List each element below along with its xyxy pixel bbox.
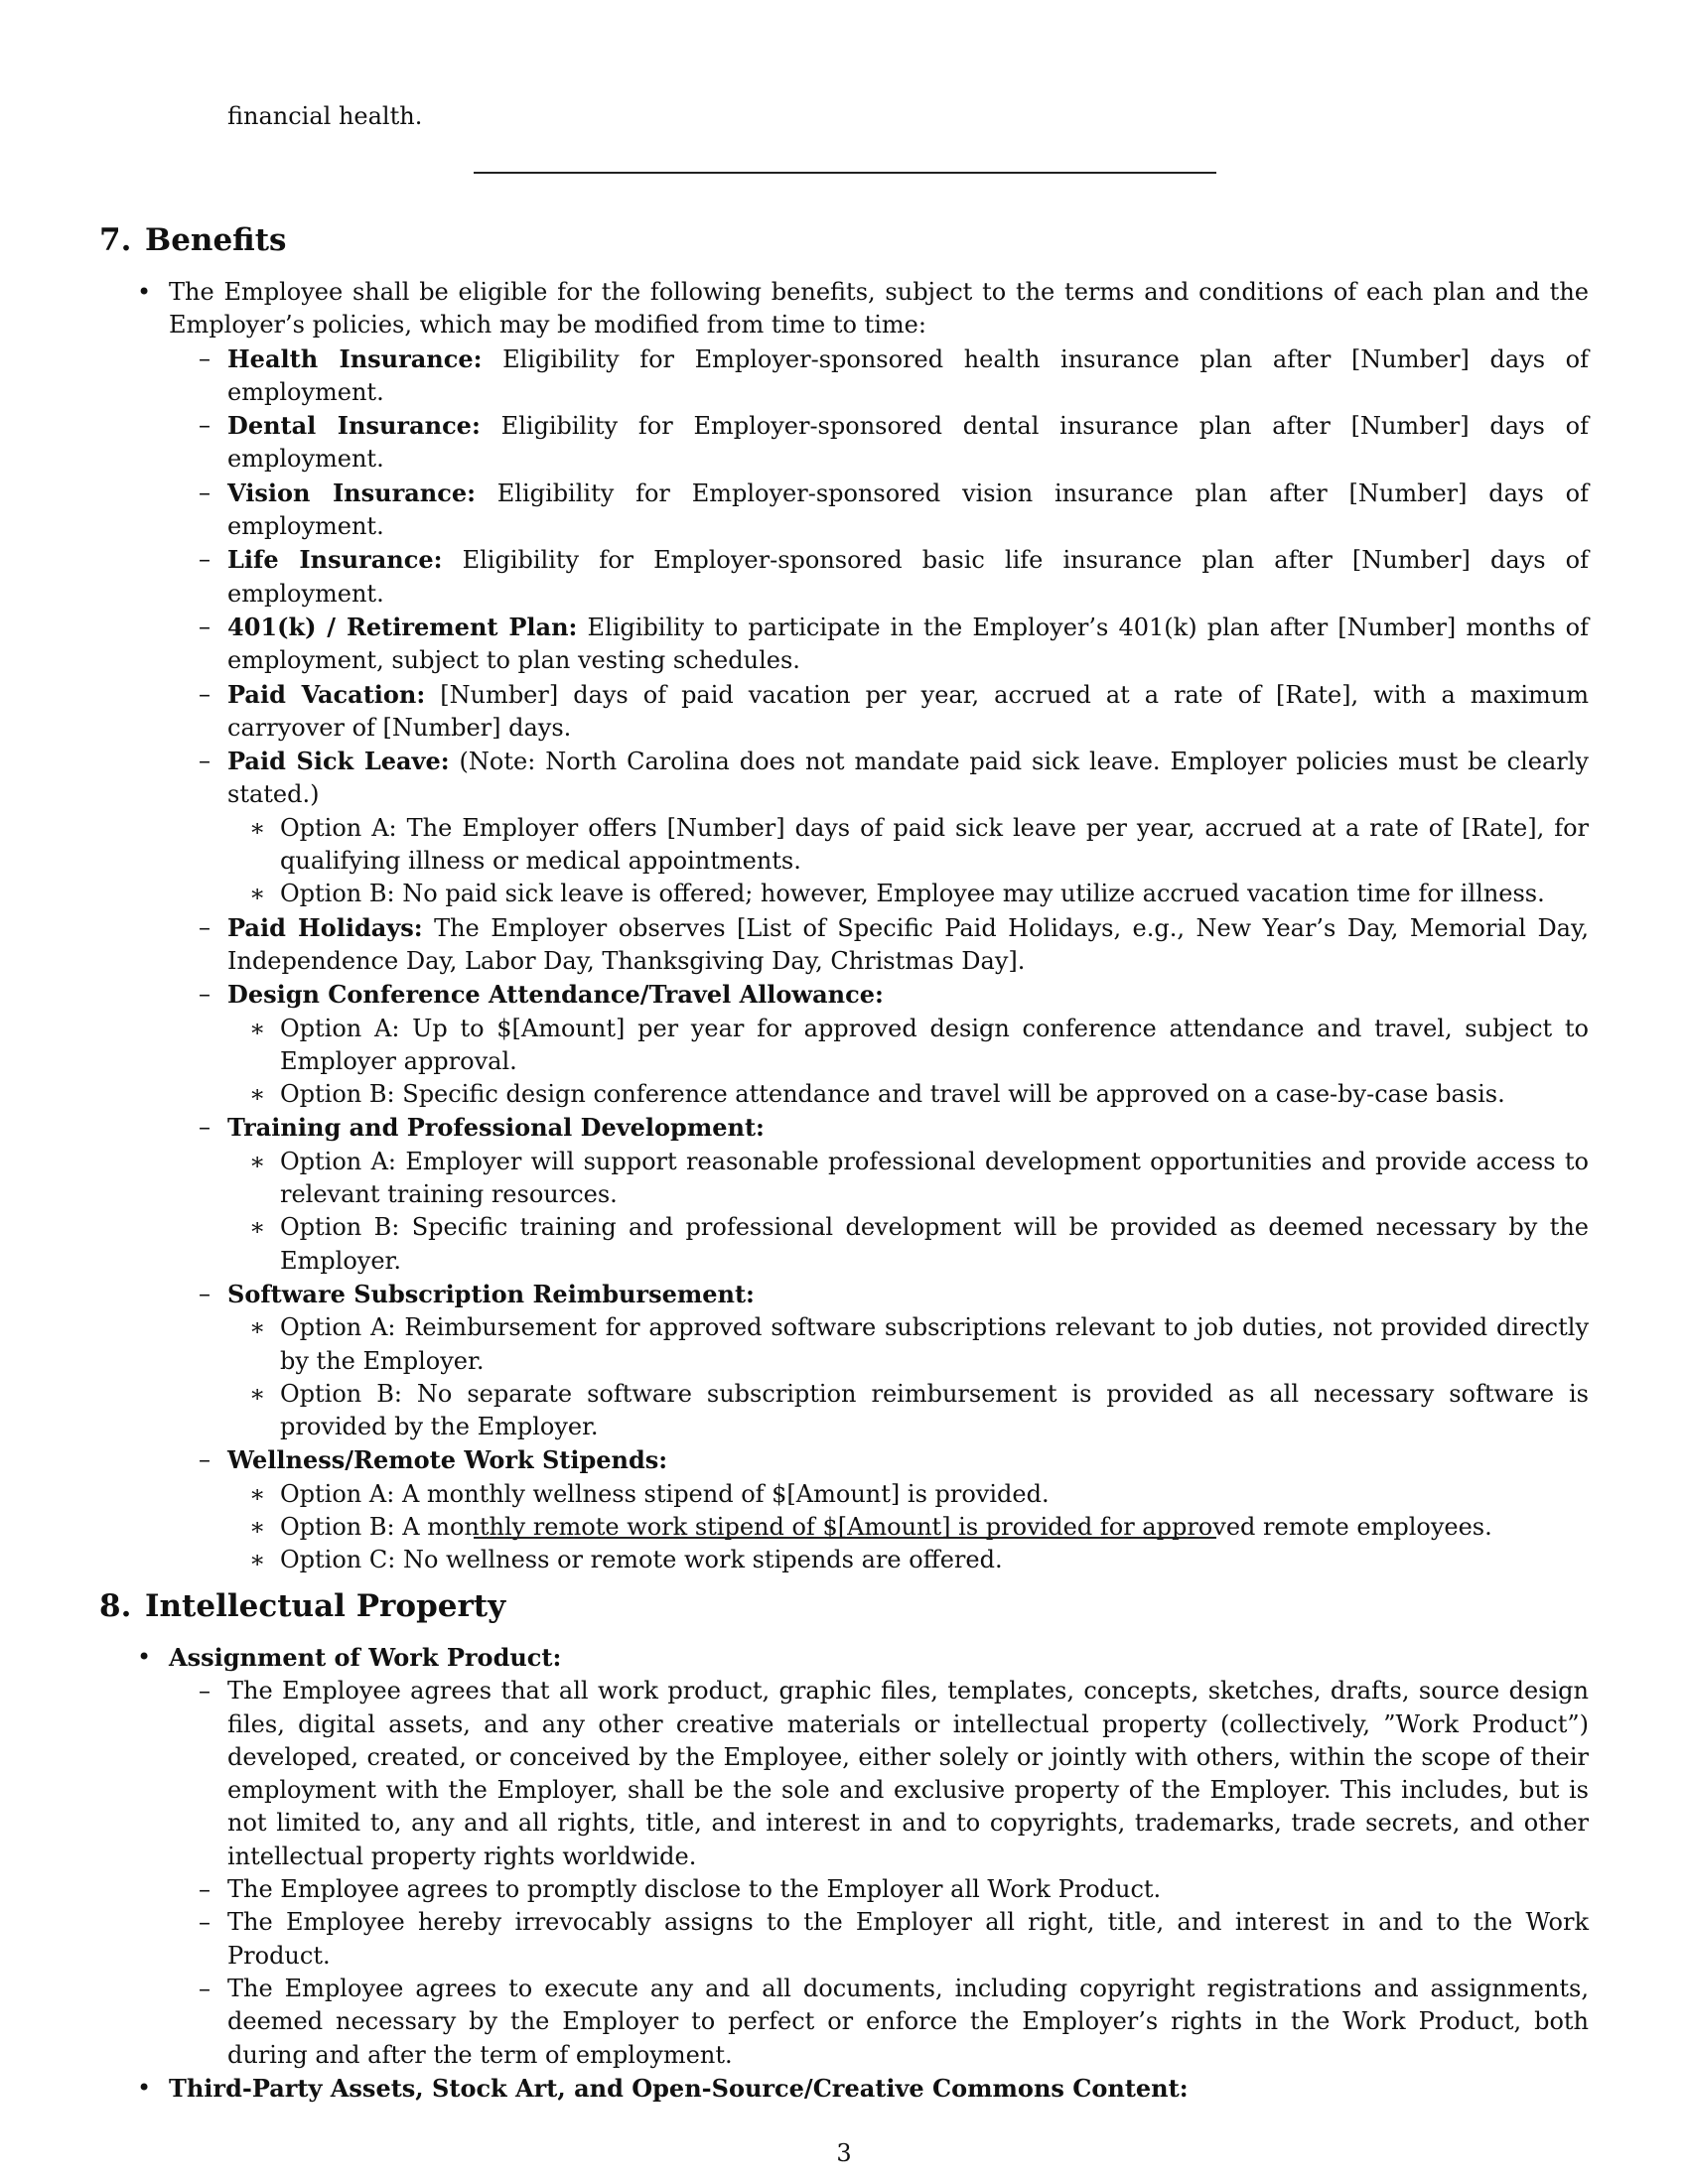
asterisk-icon: ∗ bbox=[249, 1213, 266, 1242]
asterisk-icon: ∗ bbox=[249, 1379, 266, 1408]
benefit-text: (Note: North Carolina does not mandate paid sick leave. Employer policies must be clearly stated.) bbox=[227, 748, 1589, 809]
ip-group-third-party bbox=[99, 2072, 1589, 2106]
dash-icon: – bbox=[199, 679, 211, 708]
ip-item bbox=[99, 1906, 1589, 1973]
option-item bbox=[99, 1013, 1589, 1079]
benefit-item-training bbox=[99, 1111, 1589, 1145]
benefit-text: Eligibility to participate in the Employer’s 401(k) plan after [Number] months of employment, subject to plan vesting schedules. bbox=[227, 613, 1589, 675]
asterisk-icon: ∗ bbox=[249, 1313, 266, 1342]
dash-icon: – bbox=[199, 545, 211, 574]
asterisk-icon: ∗ bbox=[249, 1479, 266, 1508]
option-item bbox=[99, 1211, 1589, 1278]
dash-icon: – bbox=[199, 612, 211, 640]
option-item bbox=[99, 1078, 1589, 1111]
option-text: Option B: Specific training and professional development will be provided as deemed necessary by the Employer. bbox=[280, 1213, 1589, 1275]
option-text: Option C: No wellness or remote work stipends are offered. bbox=[280, 1546, 1003, 1574]
dash-icon: – bbox=[199, 411, 211, 440]
benefit-text: Eligibility for Employer-sponsored dental insurance plan after [Number] days of employment. bbox=[227, 412, 1589, 474]
benefit-label: Paid Sick Leave: bbox=[227, 747, 450, 776]
option-item bbox=[99, 1478, 1589, 1511]
ip-item-text: The Employee agrees to promptly disclose to the Employer all Work Product. bbox=[227, 1875, 1162, 1904]
dash-icon: – bbox=[199, 1908, 211, 1937]
benefit-item-retirement bbox=[99, 611, 1589, 678]
benefit-item-software bbox=[99, 1278, 1589, 1311]
option-text: Option B: A monthly remote work stipend of $[Amount] is provided for approved remote employees. bbox=[280, 1512, 1492, 1541]
option-item bbox=[99, 1311, 1589, 1378]
benefit-label: Health Insurance: bbox=[227, 343, 483, 373]
option-text: Option A: Up to $[Amount] per year for approved design conference attendance and travel, subject to Employer approval. bbox=[280, 1014, 1589, 1075]
section-number: 8. bbox=[99, 1588, 132, 1624]
benefit-item-vision bbox=[99, 477, 1589, 544]
dash-icon: – bbox=[199, 1445, 211, 1474]
dash-icon: – bbox=[199, 980, 211, 1009]
dash-icon: – bbox=[199, 1677, 211, 1706]
benefit-label: Wellness/Remote Work Stipends: bbox=[227, 1445, 668, 1475]
benefit-label: Dental Insurance: bbox=[227, 411, 481, 441]
section-number: 7. bbox=[99, 222, 132, 258]
benefit-item-health bbox=[99, 342, 1589, 410]
ip-item bbox=[99, 1973, 1589, 2072]
section-title: Benefits bbox=[145, 222, 287, 258]
option-item bbox=[99, 1146, 1589, 1212]
option-item bbox=[99, 878, 1589, 910]
section-heading-intellectual-property bbox=[99, 1586, 505, 1626]
benefit-item-conference bbox=[99, 978, 1589, 1012]
option-text: Option A: Employer will support reasonable professional development opportunities and provide access to relevant training resources. bbox=[280, 1147, 1589, 1209]
benefit-item-vacation bbox=[99, 678, 1589, 746]
benefit-item-holidays bbox=[99, 911, 1589, 979]
bullet-icon: • bbox=[137, 1643, 152, 1671]
benefit-text: Eligibility for Employer-sponsored vision insurance plan after [Number] days of employment. bbox=[227, 478, 1589, 541]
option-item bbox=[99, 812, 1589, 879]
benefit-item-dental bbox=[99, 409, 1589, 477]
asterisk-icon: ∗ bbox=[249, 880, 266, 908]
option-text: Option A: A monthly wellness stipend of $[Amount] is provided. bbox=[280, 1479, 1050, 1508]
asterisk-icon: ∗ bbox=[249, 1147, 266, 1175]
benefit-text: The Employer observes [List of Specific Paid Holidays, e.g., New Year’s Day, Memorial Day, Independence Day, Labor Day, Thanksgiving Day, Christmas Day]. bbox=[227, 913, 1589, 975]
ip-item-text: The Employee hereby irrevocably assigns to the Employer all right, title, and interest in and to the Work Product. bbox=[227, 1908, 1589, 1970]
benefit-text: Eligibility for Employer-sponsored health insurance plan after [Number] days of employment. bbox=[227, 344, 1589, 406]
dash-icon: – bbox=[199, 1974, 211, 2002]
continuation-text: financial health. bbox=[227, 102, 423, 130]
page-number: 3 bbox=[836, 2139, 852, 2167]
benefit-text: Eligibility for Employer-sponsored basic life insurance plan after [Number] days of employment. bbox=[227, 546, 1590, 608]
benefits-intro-text: The Employee shall be eligible for the following benefits, subject to the terms and conditions of each plan and the Employer’s policies, which may be modified from time to time: bbox=[169, 278, 1589, 340]
ip-group-heading: Third-Party Assets, Stock Art, and Open-Source/Creative Commons Content: bbox=[169, 2073, 1189, 2103]
option-item bbox=[99, 1544, 1589, 1576]
benefit-label: 401(k) / Retirement Plan: bbox=[227, 612, 578, 641]
asterisk-icon: ∗ bbox=[249, 1014, 266, 1042]
benefits-list bbox=[99, 276, 1589, 1577]
asterisk-icon: ∗ bbox=[249, 1512, 266, 1541]
benefit-label: Training and Professional Development: bbox=[227, 1113, 765, 1143]
dash-icon: – bbox=[199, 478, 211, 506]
option-text: Option B: No paid sick leave is offered; however, Employee may utilize accrued vacation time for illness. bbox=[280, 880, 1545, 908]
ip-group-heading: Assignment of Work Product: bbox=[169, 1643, 562, 1672]
section-divider bbox=[474, 172, 1216, 174]
ip-item bbox=[99, 1873, 1589, 1906]
dash-icon: – bbox=[199, 747, 211, 775]
dash-icon: – bbox=[199, 1279, 211, 1307]
ip-item bbox=[99, 1675, 1589, 1873]
benefit-label: Paid Vacation: bbox=[227, 679, 426, 709]
benefit-label: Life Insurance: bbox=[227, 545, 443, 575]
ip-group-assignment bbox=[99, 1641, 1589, 1675]
asterisk-icon: ∗ bbox=[249, 813, 266, 842]
asterisk-icon: ∗ bbox=[249, 1546, 266, 1574]
ip-item-text: The Employee agrees that all work product, graphic files, templates, concepts, sketches, drafts, source design files, digital assets, and any other creative materials or intellectual property (collectively, ”Work Product”) developed, created, or conceived by the Employee, either solely or jointly with others, within the scope of their employment with the Employer, shall be the sole and exclusive property of the Employer. This includes, but is not limited to, any and all rights, title, and interest in and to copyrights, trademarks, trade secrets, and other intellectual property rights worldwide. bbox=[227, 1677, 1589, 1870]
option-text: Option A: Reimbursement for approved software subscriptions relevant to job duties, not provided directly by the Employer. bbox=[280, 1313, 1589, 1375]
benefit-label: Software Subscription Reimbursement: bbox=[227, 1279, 755, 1308]
option-text: Option B: No separate software subscription reimbursement is provided as all necessary software is provided by the Employer. bbox=[280, 1379, 1589, 1441]
dash-icon: – bbox=[199, 1875, 211, 1904]
benefit-item-stipends bbox=[99, 1443, 1589, 1477]
benefit-label: Paid Holidays: bbox=[227, 912, 423, 942]
option-text: Option A: The Employer offers [Number] days of paid sick leave per year, accrued at a rate of [Rate], for qualifying illness or medical appointments. bbox=[280, 813, 1589, 876]
ip-item-text: The Employee agrees to execute any and all documents, including copyright registrations and assignments, deemed necessary by the Employer to perfect or enforce the Employer’s rights in the Work Product, both during and after the term of employment. bbox=[227, 1974, 1589, 2069]
benefit-item-life bbox=[99, 543, 1589, 611]
bullet-icon: • bbox=[137, 278, 152, 306]
option-text: Option B: Specific design conference attendance and travel will be approved on a case-by-case basis. bbox=[280, 1080, 1505, 1109]
benefits-intro-item bbox=[99, 276, 1589, 342]
benefit-item-sick-leave bbox=[99, 745, 1589, 812]
option-item bbox=[99, 1378, 1589, 1444]
dash-icon: – bbox=[199, 912, 211, 941]
benefit-label: Vision Insurance: bbox=[227, 478, 476, 507]
asterisk-icon: ∗ bbox=[249, 1080, 266, 1109]
dash-icon: – bbox=[199, 343, 211, 372]
benefit-text: [Number] days of paid vacation per year, accrued at a rate of [Rate], with a maximum carryover of [Number] days. bbox=[227, 680, 1590, 742]
bullet-icon: • bbox=[137, 2073, 152, 2102]
section-title: Intellectual Property bbox=[145, 1588, 506, 1624]
section-divider bbox=[474, 1537, 1216, 1539]
section-heading-benefits bbox=[99, 220, 287, 260]
benefit-label: Design Conference Attendance/Travel Allowance: bbox=[227, 980, 884, 1010]
option-item bbox=[99, 1511, 1589, 1544]
dash-icon: – bbox=[199, 1113, 211, 1142]
ip-list bbox=[99, 1641, 1589, 2106]
